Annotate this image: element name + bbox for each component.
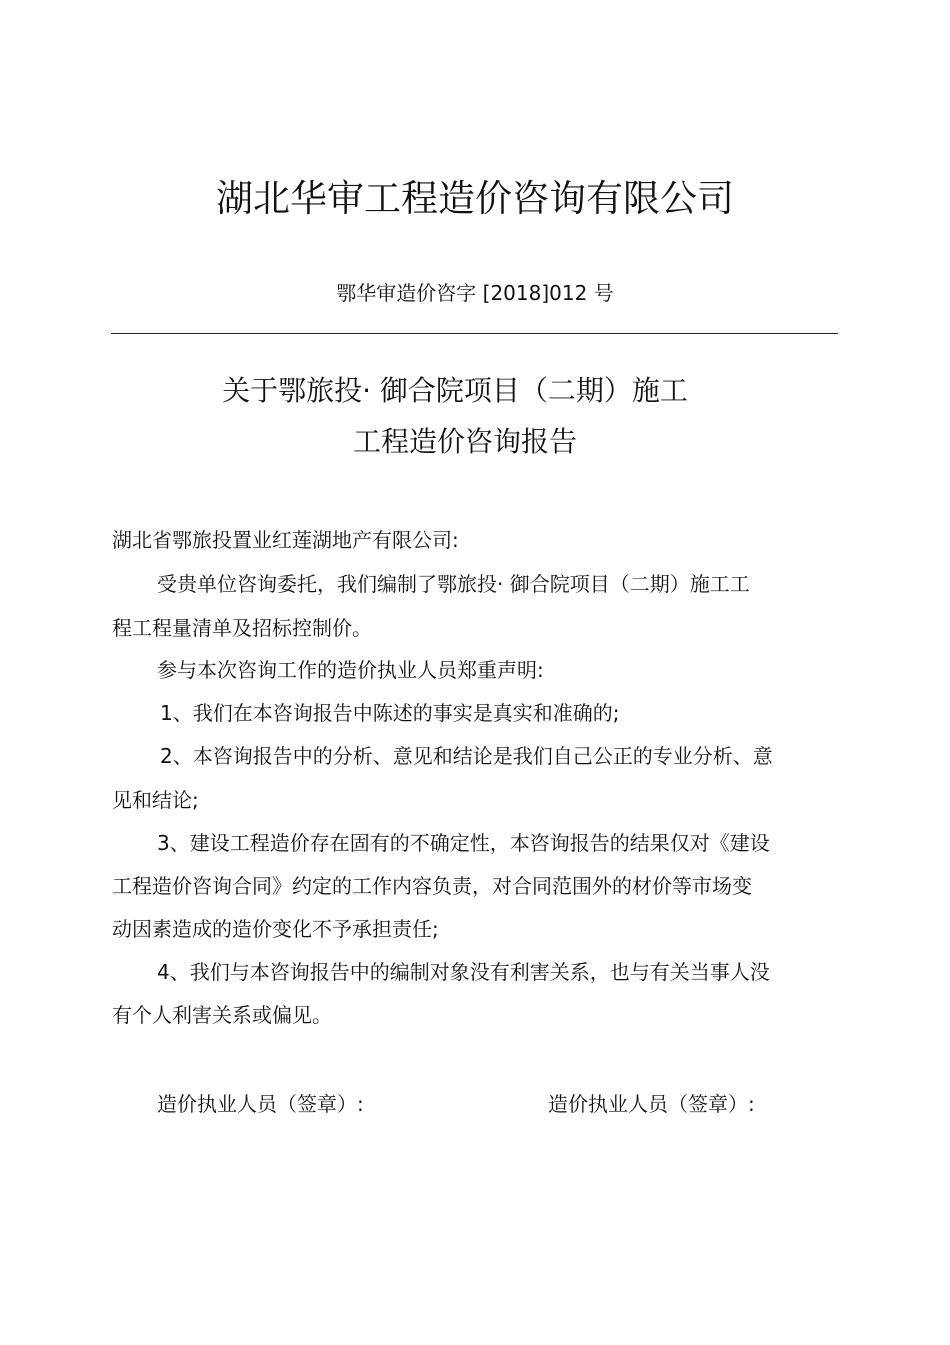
document-number: 鄂华审造价咨字 [2018]012 号 [336, 281, 614, 305]
signature-label-left: 造价执业人员（签章）: [157, 1092, 364, 1116]
declaration-item-1: 1、我们在本咨询报告中陈述的事实是真实和准确的; [160, 701, 620, 725]
declaration-item-3-line-2: 工程造价咨询合同》约定的工作内容负责，对合同范围外的材价等市场变 [112, 874, 752, 898]
declaration-item-3-line-3: 动因素造成的造价变化不予承担责任; [112, 917, 439, 941]
signature-label-right: 造价执业人员（签章）: [548, 1092, 755, 1116]
declaration-item-2-line-2: 见和结论; [112, 788, 199, 812]
declaration-item-3-line-1: 3、建设工程造价存在固有的不确定性，本咨询报告的结果仅对《建设 [157, 831, 770, 855]
report-title-line-1: 关于鄂旅投· 御合院项目（二期）施工 [222, 374, 688, 407]
declaration-item-4-line-2: 有个人利害关系或偏见。 [112, 1003, 332, 1027]
header-divider [111, 333, 838, 334]
intro-line-2: 程工程量清单及招标控制价。 [112, 616, 372, 640]
declaration-item-2-line-1: 2、本咨询报告中的分析、意见和结论是我们自己公正的专业分析、意 [160, 744, 773, 768]
intro-line-1: 受贵单位咨询委托，我们编制了鄂旅投· 御合院项目（二期）施工工 [157, 572, 750, 596]
declaration-item-4-line-1: 4、我们与本咨询报告中的编制对象没有利害关系，也与有关当事人没 [157, 960, 770, 984]
declaration-intro: 参与本次咨询工作的造价执业人员郑重声明: [157, 658, 544, 682]
company-name: 湖北华审工程造价咨询有限公司 [216, 177, 734, 220]
addressee: 湖北省鄂旅投置业红莲湖地产有限公司: [112, 528, 459, 552]
report-title-line-2: 工程造价咨询报告 [352, 425, 577, 458]
